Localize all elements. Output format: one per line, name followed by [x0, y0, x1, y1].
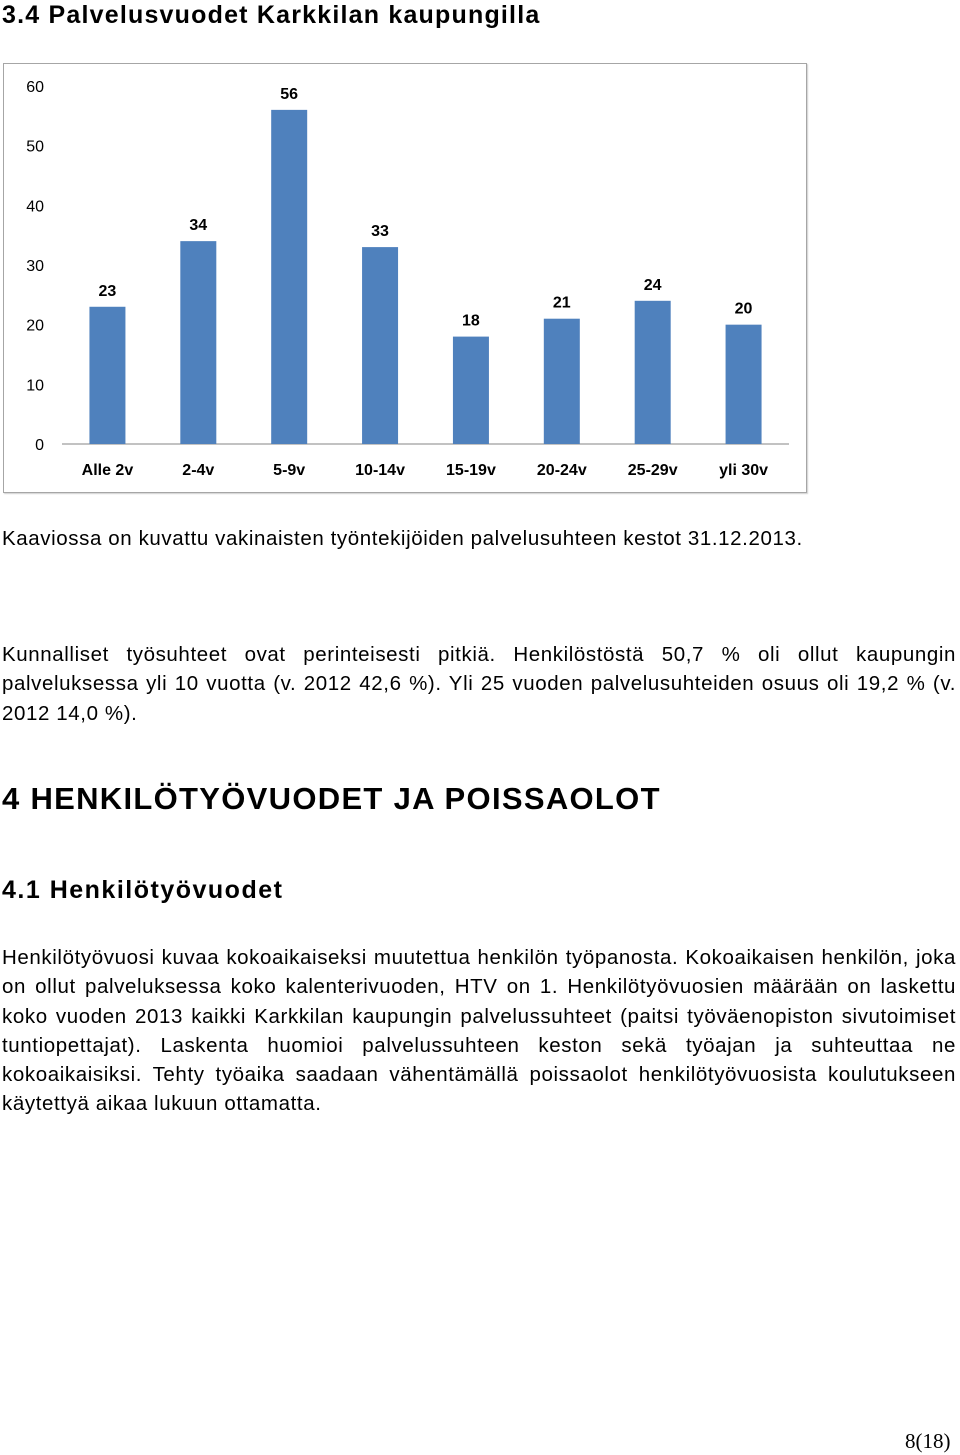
section-heading: 3.4 Palvelusvuodet Karkkilan kaupungilla [2, 1, 541, 29]
x-tick-label: 20-24v [536, 462, 587, 479]
data-label: 34 [189, 217, 208, 235]
bar [635, 301, 671, 444]
x-tick-label: 10-14v [355, 462, 405, 479]
bar [544, 319, 580, 444]
y-tick-label: 40 [26, 198, 44, 216]
y-tick-label: 20 [26, 317, 44, 335]
x-tick-label: 2-4v [182, 462, 215, 479]
paragraph-tenure: Kunnalliset työsuhteet ovat perinteisesti pitkiä. Henkilöstöstä 50,7 % oli ollut kaupungin palveluksessa yli 10 vuotta (v. 2012 42,6 %). Yli 25 vuoden palvelusuhteiden osuus oli 19,2 % (v. 2012 14,0 %). [2, 643, 956, 725]
x-tick-label: 25-29v [627, 462, 678, 479]
data-label: 21 [552, 294, 571, 312]
bar [726, 325, 762, 444]
x-tick-label: Alle 2v [81, 462, 134, 479]
bar [180, 241, 216, 444]
x-tick-label: 5-9v [273, 462, 306, 479]
paragraph-htv: Henkilötyövuosi kuvaa kokoaikaiseksi muutettua henkilön työpanosta. Kokoaikaisen henkilön, joka on ollut palveluksessa koko kalenterivuoden, HTV on 1. Henkilötyövuosien määrään on laskettu koko vuoden 2013 kaikki Karkkilan kaupungin palvelussuhteet (paitsi työväenopiston sivutoimiset tuntiopettajat). Laskenta huomioi palvelussuhteen keston sekä työajan ja suhteuttaa ne kokoaikaisiksi. Tehty työaika saadaan vähentämällä poissaolot henkilötyövuosista koulutukseen käytettyä aikaa lukuun ottamatta. [2, 946, 956, 1116]
data-label: 20 [734, 300, 753, 318]
data-label: 56 [280, 85, 299, 103]
chapter-heading: 4 HENKILÖTYÖVUODET JA POISSAOLOT [2, 781, 661, 816]
y-tick-label: 60 [26, 79, 44, 96]
y-tick-label: 0 [35, 437, 44, 454]
chart-caption: Kaaviossa on kuvattu vakinaisten työntekijöiden palvelusuhteen kestot 31.12.2013. [2, 527, 803, 550]
x-tick-label: yli 30v [719, 462, 769, 479]
bar-chart [3, 63, 807, 493]
subsection-heading: 4.1 Henkilötyövuodet [2, 876, 284, 904]
data-label: 18 [462, 312, 480, 330]
y-tick-label: 30 [26, 258, 44, 275]
page-number: 8(18) [905, 1429, 951, 1453]
data-label: 24 [643, 276, 662, 294]
y-tick-label: 10 [26, 377, 44, 395]
bar [453, 337, 489, 444]
y-tick-label: 50 [26, 138, 44, 156]
bar [89, 307, 125, 444]
bar [362, 247, 398, 444]
bar [271, 110, 307, 444]
bar-chart-canvas [4, 64, 808, 494]
x-tick-label: 15-19v [446, 462, 496, 479]
data-label: 33 [371, 223, 389, 241]
data-label: 23 [98, 282, 117, 300]
